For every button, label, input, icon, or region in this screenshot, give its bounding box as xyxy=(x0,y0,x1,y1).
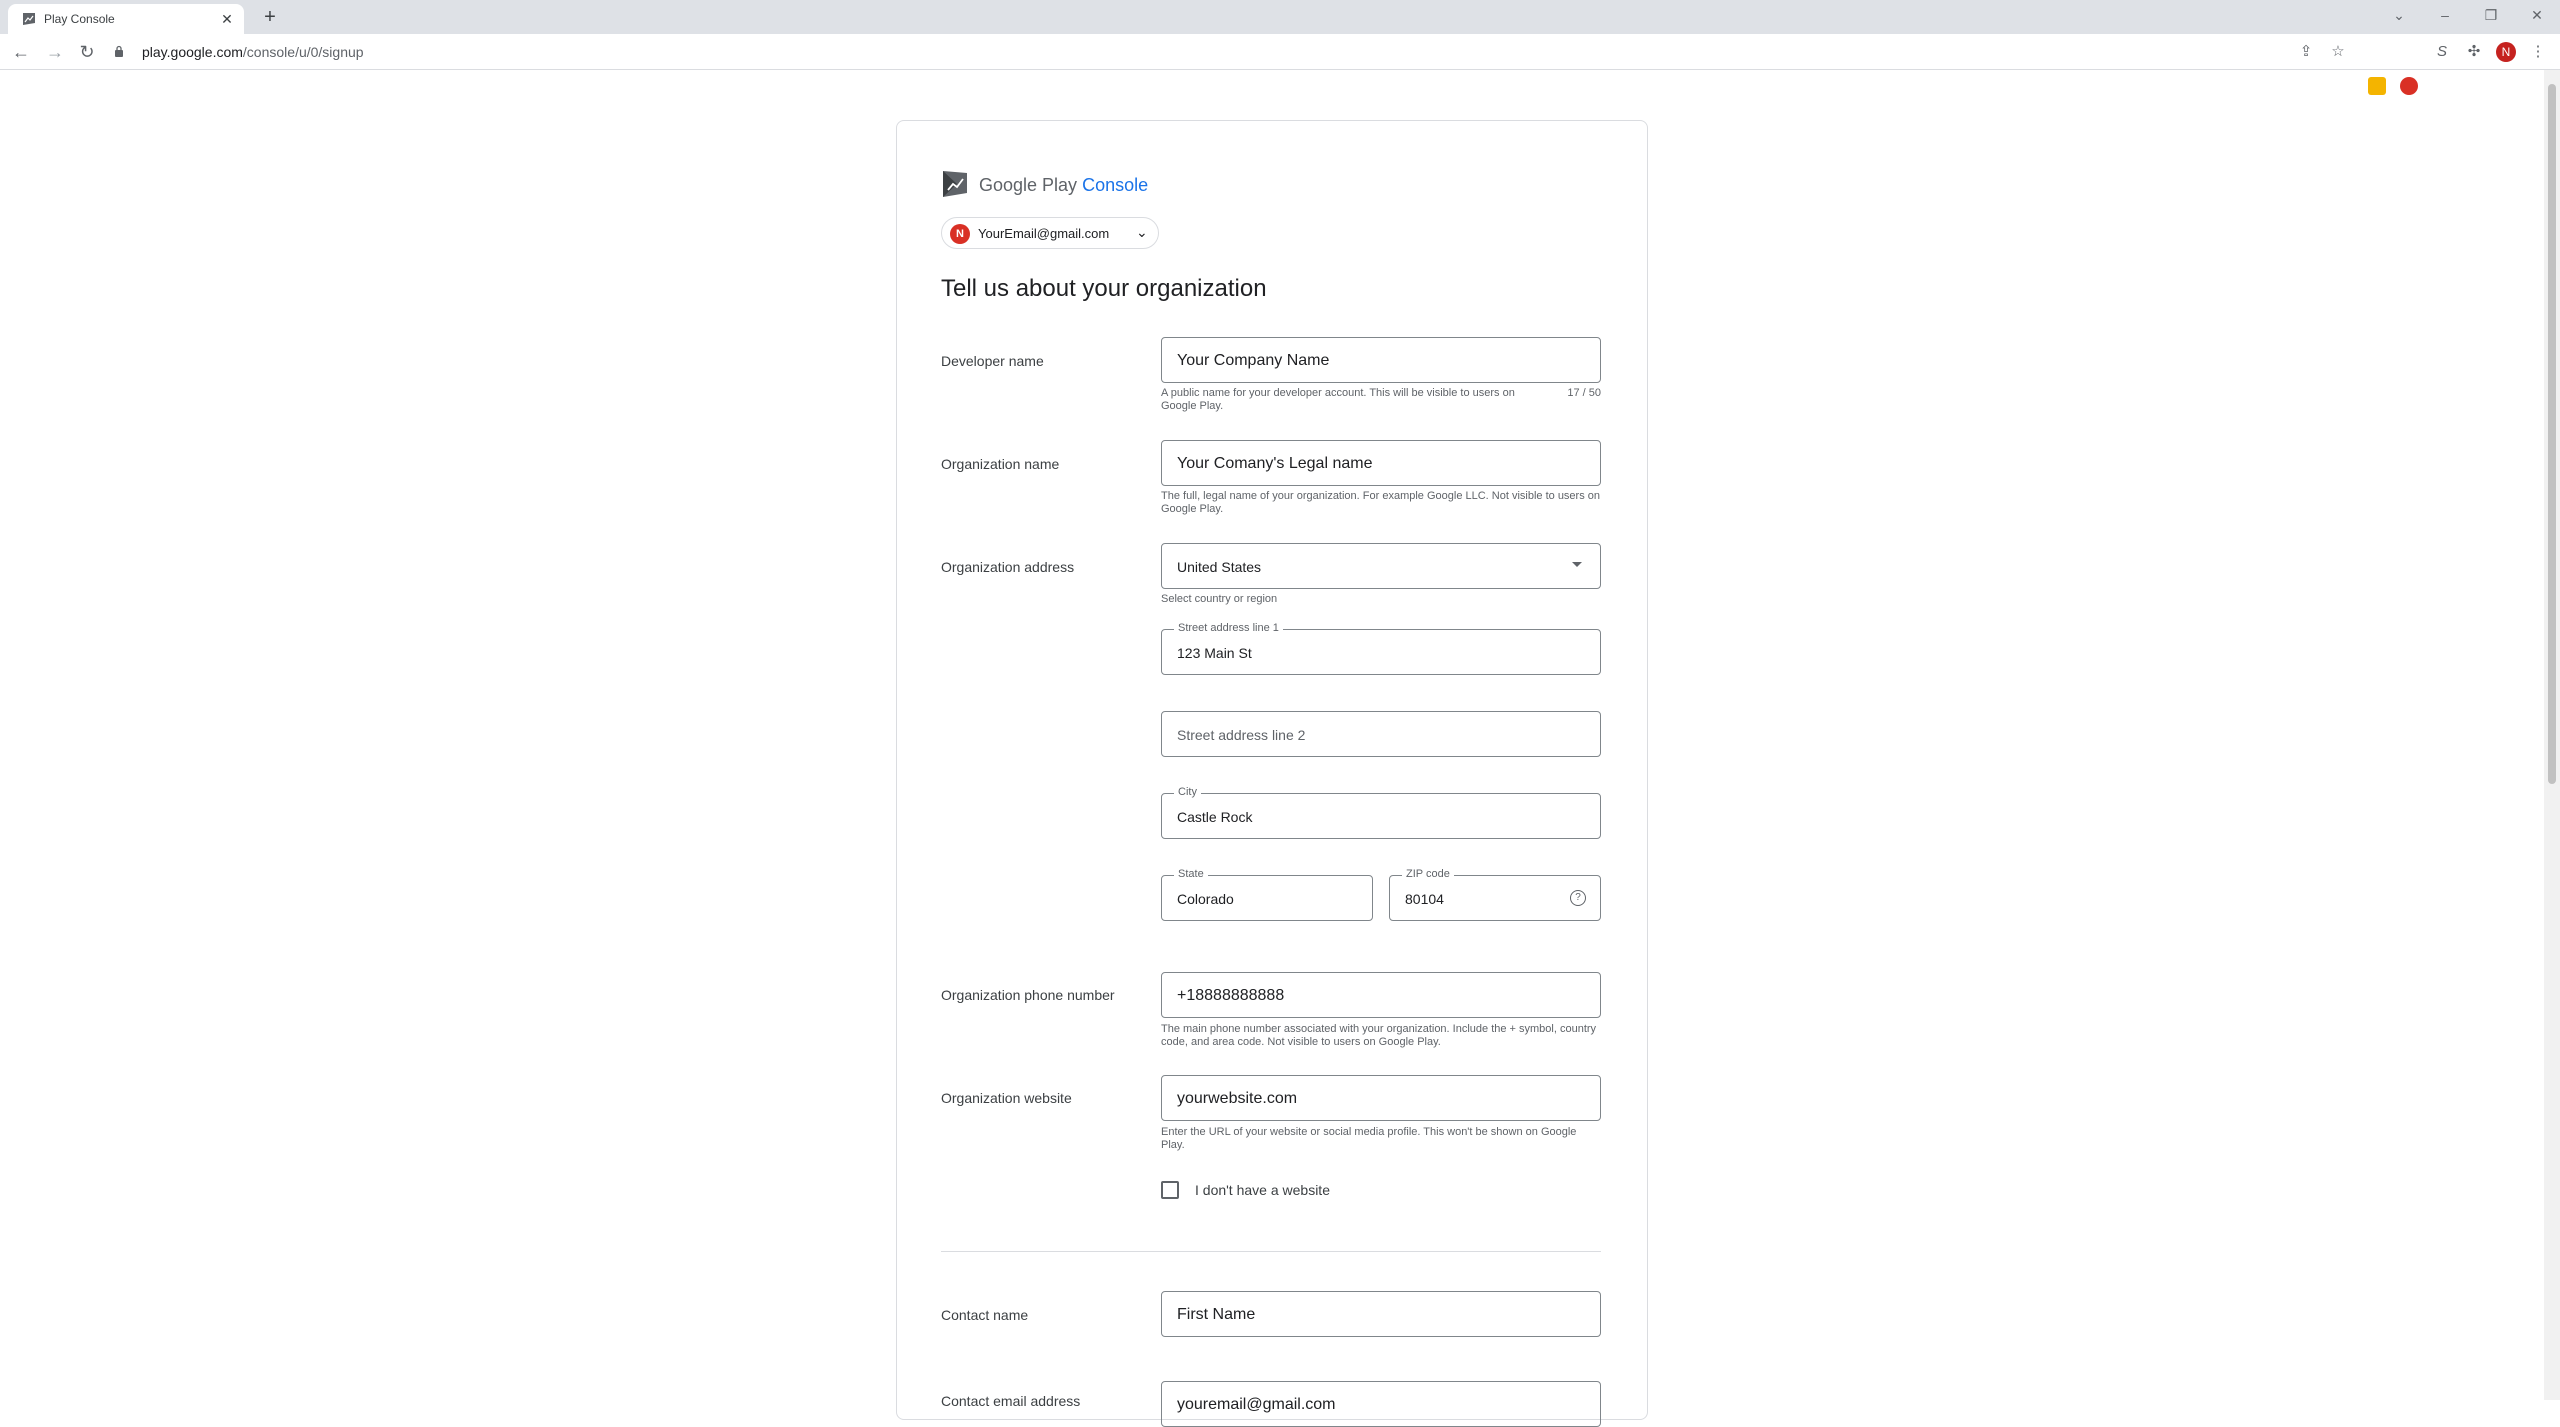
contact-name-label: Contact name xyxy=(941,1307,1029,1323)
profile-avatar[interactable]: N xyxy=(2496,42,2516,62)
adblock-extension-icon[interactable] xyxy=(2400,77,2418,95)
reload-icon[interactable]: ↻ xyxy=(79,42,95,62)
close-window-icon[interactable]: ✕ xyxy=(2531,7,2543,23)
developer-name-counter: 17 / 50 xyxy=(1567,387,1601,399)
browser-tab[interactable] xyxy=(8,4,244,34)
play-console-logo-icon xyxy=(941,169,969,199)
account-switcher[interactable] xyxy=(941,217,1159,249)
phone-label: Organization phone number xyxy=(941,987,1115,1003)
share-icon[interactable]: ⇪ xyxy=(2299,43,2313,60)
street-address-1-value: 123 Main St xyxy=(1177,645,1252,661)
no-website-label: I don't have a website xyxy=(1195,1182,1330,1198)
organization-name-input[interactable] xyxy=(1161,440,1601,486)
country-select[interactable] xyxy=(1161,543,1601,589)
account-avatar: N xyxy=(950,224,970,244)
phone-value: +18888888888 xyxy=(1177,987,1285,1004)
play-console-favicon-icon xyxy=(22,12,36,26)
contact-email-value: youremail@gmail.com xyxy=(1177,1396,1336,1413)
zip-code-value: 80104 xyxy=(1405,891,1444,907)
s-extension-icon[interactable]: S xyxy=(2436,43,2447,60)
developer-name-value: Your Company Name xyxy=(1177,352,1330,369)
no-website-checkbox[interactable] xyxy=(1161,1181,1179,1199)
dropdown-arrow-icon xyxy=(1572,562,1582,567)
city-input[interactable] xyxy=(1161,786,1601,839)
lock-icon[interactable] xyxy=(114,45,124,57)
zip-code-input[interactable] xyxy=(1389,868,1601,921)
organization-name-value: Your Comany's Legal name xyxy=(1177,455,1373,472)
browser-tab-bar xyxy=(0,0,2560,34)
address-bar[interactable] xyxy=(110,38,2270,66)
website-input[interactable] xyxy=(1161,1075,1601,1121)
developer-name-input[interactable] xyxy=(1161,337,1601,383)
organization-name-label: Organization name xyxy=(941,456,1060,472)
bookmark-star-icon[interactable]: ☆ xyxy=(2331,43,2345,60)
tab-close-icon[interactable]: ✕ xyxy=(221,11,233,27)
street-address-1-input[interactable] xyxy=(1161,622,1601,675)
street-address-2-input[interactable] xyxy=(1161,711,1601,757)
website-hint: Enter the URL of your website or social media profile. This won't be shown on Google Play. xyxy=(1161,1126,1577,1151)
developer-name-label: Developer name xyxy=(941,353,1044,369)
browser-menu-icon[interactable]: ⋮ xyxy=(2530,43,2546,60)
phone-hint: The main phone number associated with your organization. Include the + symbol, country code, and area code. Not visible to users on Google Play. xyxy=(1161,1023,1597,1048)
tab-search-icon[interactable]: ⌄ xyxy=(2393,7,2405,23)
developer-name-hint: A public name for your developer account. This will be visible to users on Google Play. 17 / 50 xyxy=(1161,387,1601,412)
page-title: Tell us about your organization xyxy=(941,275,1267,302)
country-hint: Select country or region xyxy=(1161,593,1278,605)
section-divider xyxy=(941,1251,1601,1252)
city-value: Castle Rock xyxy=(1177,809,1253,825)
zip-code-label: ZIP code xyxy=(1402,868,1454,880)
website-value: yourwebsite.com xyxy=(1177,1090,1298,1107)
phone-input[interactable] xyxy=(1161,972,1601,1018)
logo-text: Google Play Console xyxy=(979,175,1149,195)
street-address-2-placeholder: Street address line 2 xyxy=(1177,727,1306,743)
organization-name-hint: The full, legal name of your organization. For example Google LLC. Not visible to users on Google Play. xyxy=(1161,490,1601,515)
extensions-puzzle-icon[interactable]: ✣ xyxy=(2467,43,2481,60)
forward-icon[interactable]: → xyxy=(46,42,64,62)
country-value: United States xyxy=(1177,559,1262,575)
city-label: City xyxy=(1174,786,1201,798)
contact-email-input[interactable] xyxy=(1161,1381,1601,1427)
contact-name-value: First Name xyxy=(1177,1306,1256,1323)
minimize-icon[interactable]: – xyxy=(2441,7,2449,23)
extension-badge-icon[interactable] xyxy=(2368,77,2386,95)
contact-email-label: Contact email address xyxy=(941,1393,1081,1409)
page-scrollbar[interactable] xyxy=(2544,70,2560,1400)
street-address-1-label: Street address line 1 xyxy=(1174,622,1283,634)
state-input[interactable] xyxy=(1161,868,1373,921)
state-label: State xyxy=(1174,868,1208,880)
restore-icon[interactable]: ❐ xyxy=(2484,7,2498,23)
help-icon[interactable]: ? xyxy=(1570,890,1586,906)
website-label: Organization website xyxy=(941,1090,1072,1106)
organization-address-label: Organization address xyxy=(941,559,1075,575)
chevron-down-icon: ⌄ xyxy=(1136,224,1148,240)
new-tab-icon[interactable]: + xyxy=(264,6,276,28)
signup-card xyxy=(896,120,1648,1420)
url-text: play.google.com/console/u/0/signup xyxy=(142,44,364,60)
browser-toolbar xyxy=(0,34,2560,70)
back-icon[interactable]: ← xyxy=(12,42,30,62)
state-value: Colorado xyxy=(1177,891,1234,907)
contact-name-input[interactable] xyxy=(1161,1291,1601,1337)
scrollbar-thumb[interactable] xyxy=(2548,84,2556,784)
tab-title: Play Console xyxy=(44,12,115,26)
account-email: YourEmail@gmail.com xyxy=(978,226,1110,241)
